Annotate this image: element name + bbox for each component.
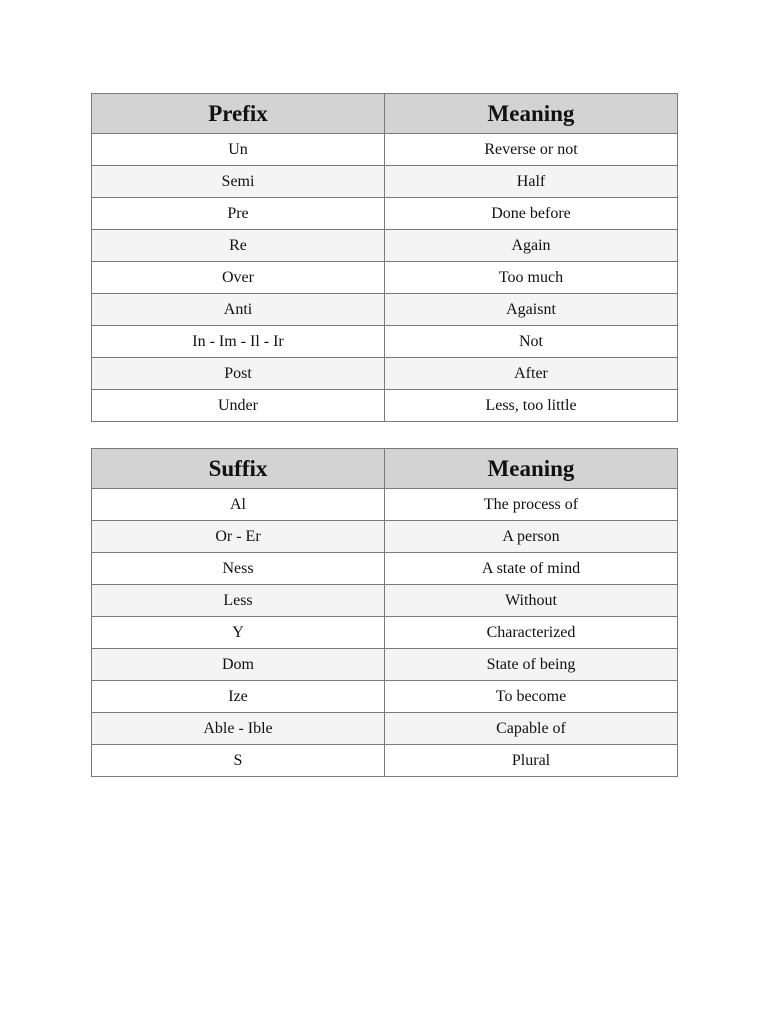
meaning-column-header: Meaning <box>385 94 678 134</box>
meaning-cell: Characterized <box>385 617 678 649</box>
table-row <box>92 134 678 166</box>
meaning-cell: Less, too little <box>385 390 678 422</box>
prefix-cell: Anti <box>92 294 385 326</box>
table-row <box>92 390 678 422</box>
table-header-row <box>92 449 678 489</box>
prefix-cell: Pre <box>92 198 385 230</box>
meaning-cell: Reverse or not <box>385 134 678 166</box>
prefix-cell: In - Im - Il - Ir <box>92 326 385 358</box>
suffix-cell: Y <box>92 617 385 649</box>
table-row <box>92 745 678 777</box>
meaning-cell: Done before <box>385 198 678 230</box>
table-row <box>92 553 678 585</box>
prefix-cell: Re <box>92 230 385 262</box>
table-row <box>92 230 678 262</box>
table-row <box>92 326 678 358</box>
suffix-cell: Able - Ible <box>92 713 385 745</box>
meaning-cell: To become <box>385 681 678 713</box>
suffix-cell: Less <box>92 585 385 617</box>
table-row <box>92 713 678 745</box>
meaning-cell: The process of <box>385 489 678 521</box>
meaning-cell: Again <box>385 230 678 262</box>
table-row <box>92 489 678 521</box>
table-header-row <box>92 94 678 134</box>
table-row <box>92 521 678 553</box>
table-row <box>92 262 678 294</box>
table-row <box>92 649 678 681</box>
table-row <box>92 585 678 617</box>
prefix-cell: Under <box>92 390 385 422</box>
table-row <box>92 617 678 649</box>
prefix-column-header: Prefix <box>92 94 385 134</box>
suffix-cell: Ness <box>92 553 385 585</box>
suffix-table <box>91 448 678 777</box>
prefix-table <box>91 93 678 422</box>
suffix-cell: Ize <box>92 681 385 713</box>
meaning-column-header: Meaning <box>385 449 678 489</box>
meaning-cell: After <box>385 358 678 390</box>
prefix-cell: Semi <box>92 166 385 198</box>
table-row <box>92 294 678 326</box>
table-row <box>92 358 678 390</box>
suffix-cell: Al <box>92 489 385 521</box>
meaning-cell: Not <box>385 326 678 358</box>
meaning-cell: Capable of <box>385 713 678 745</box>
meaning-cell: A person <box>385 521 678 553</box>
meaning-cell: Half <box>385 166 678 198</box>
prefix-cell: Post <box>92 358 385 390</box>
meaning-cell: Plural <box>385 745 678 777</box>
meaning-cell: Too much <box>385 262 678 294</box>
meaning-cell: Agaisnt <box>385 294 678 326</box>
meaning-cell: State of being <box>385 649 678 681</box>
suffix-cell: Dom <box>92 649 385 681</box>
prefix-cell: Un <box>92 134 385 166</box>
table-row <box>92 166 678 198</box>
prefix-cell: Over <box>92 262 385 294</box>
meaning-cell: Without <box>385 585 678 617</box>
suffix-cell: Or - Er <box>92 521 385 553</box>
table-row <box>92 681 678 713</box>
table-row <box>92 198 678 230</box>
meaning-cell: A state of mind <box>385 553 678 585</box>
suffix-column-header: Suffix <box>92 449 385 489</box>
suffix-cell: S <box>92 745 385 777</box>
